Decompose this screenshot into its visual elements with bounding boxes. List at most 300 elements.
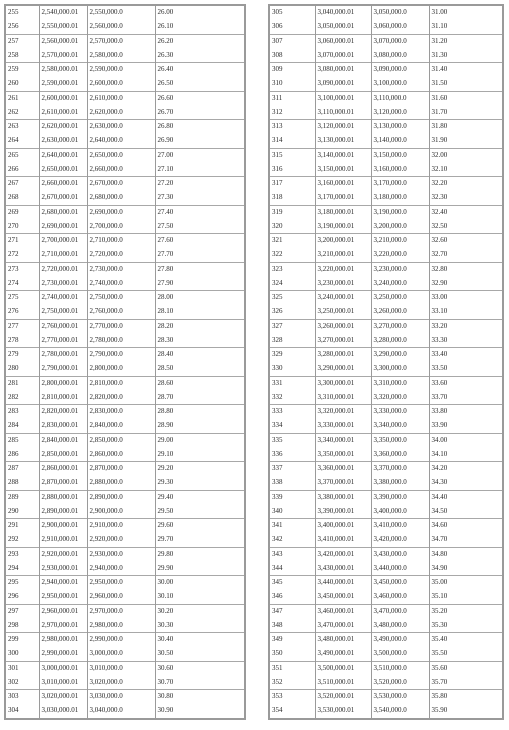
rate-cell: 27.90	[155, 276, 245, 290]
upper-bound-cell: 3,300,000.0	[371, 362, 429, 376]
table-row	[269, 647, 503, 661]
row-number-cell: 324	[269, 276, 315, 290]
lower-bound-cell: 3,440,000.01	[315, 576, 371, 590]
row-number-cell: 272	[5, 248, 39, 262]
upper-bound-cell: 2,950,000.0	[87, 576, 155, 590]
row-number-cell: 321	[269, 234, 315, 248]
row-number-cell: 351	[269, 661, 315, 675]
lower-bound-cell: 2,820,000.01	[39, 405, 87, 419]
table-row	[269, 291, 503, 305]
table-row	[5, 590, 245, 604]
table-row	[5, 661, 245, 675]
lower-bound-cell: 3,350,000.01	[315, 447, 371, 461]
upper-bound-cell: 3,060,000.0	[371, 20, 429, 34]
upper-bound-cell: 3,490,000.0	[371, 633, 429, 647]
table-row	[269, 134, 503, 148]
table-row	[269, 63, 503, 77]
upper-bound-cell: 2,720,000.0	[87, 248, 155, 262]
table-row	[5, 191, 245, 205]
lower-bound-cell: 2,640,000.01	[39, 148, 87, 162]
lower-bound-cell: 3,430,000.01	[315, 561, 371, 575]
lower-bound-cell: 2,560,000.01	[39, 34, 87, 48]
lower-bound-cell: 3,000,000.01	[39, 661, 87, 675]
rate-cell: 33.90	[429, 419, 503, 433]
upper-bound-cell: 2,700,000.0	[87, 219, 155, 233]
row-number-cell: 274	[5, 276, 39, 290]
upper-bound-cell: 3,340,000.0	[371, 419, 429, 433]
rate-cell: 35.30	[429, 618, 503, 632]
row-number-cell: 329	[269, 348, 315, 362]
upper-bound-cell: 2,870,000.0	[87, 462, 155, 476]
table-row	[5, 205, 245, 219]
upper-bound-cell: 3,140,000.0	[371, 134, 429, 148]
row-number-cell: 293	[5, 547, 39, 561]
upper-bound-cell: 3,540,000.0	[371, 704, 429, 719]
rate-cell: 33.70	[429, 390, 503, 404]
row-number-cell: 334	[269, 419, 315, 433]
upper-bound-cell: 2,850,000.0	[87, 433, 155, 447]
table-row	[5, 262, 245, 276]
lower-bound-cell: 3,250,000.01	[315, 305, 371, 319]
row-number-cell: 281	[5, 376, 39, 390]
table-row	[5, 690, 245, 704]
upper-bound-cell: 3,180,000.0	[371, 191, 429, 205]
row-number-cell: 305	[269, 5, 315, 20]
rate-cell: 31.90	[429, 134, 503, 148]
row-number-cell: 318	[269, 191, 315, 205]
table-row	[5, 276, 245, 290]
rate-cell: 27.50	[155, 219, 245, 233]
lower-bound-cell: 3,520,000.01	[315, 690, 371, 704]
lower-bound-cell: 3,220,000.01	[315, 262, 371, 276]
row-number-cell: 287	[5, 462, 39, 476]
row-number-cell: 312	[269, 105, 315, 119]
rate-cell: 31.00	[429, 5, 503, 20]
row-number-cell: 290	[5, 504, 39, 518]
row-number-cell: 276	[5, 305, 39, 319]
table-row	[269, 490, 503, 504]
row-number-cell: 347	[269, 604, 315, 618]
row-number-cell: 300	[5, 647, 39, 661]
rate-cell: 28.90	[155, 419, 245, 433]
upper-bound-cell: 2,960,000.0	[87, 590, 155, 604]
upper-bound-cell: 3,070,000.0	[371, 34, 429, 48]
rate-cell: 35.40	[429, 633, 503, 647]
rate-cell: 29.00	[155, 433, 245, 447]
rate-cell: 26.20	[155, 34, 245, 48]
rate-cell: 35.90	[429, 704, 503, 719]
lower-bound-cell: 2,930,000.01	[39, 561, 87, 575]
lower-bound-cell: 2,680,000.01	[39, 205, 87, 219]
upper-bound-cell: 3,020,000.0	[87, 675, 155, 689]
lower-bound-cell: 3,020,000.01	[39, 690, 87, 704]
lower-bound-cell: 3,230,000.01	[315, 276, 371, 290]
row-number-cell: 335	[269, 433, 315, 447]
upper-bound-cell: 2,680,000.0	[87, 191, 155, 205]
upper-bound-cell: 2,930,000.0	[87, 547, 155, 561]
lower-bound-cell: 3,390,000.01	[315, 504, 371, 518]
table-row	[5, 20, 245, 34]
upper-bound-cell: 2,830,000.0	[87, 405, 155, 419]
row-number-cell: 336	[269, 447, 315, 461]
upper-bound-cell: 3,380,000.0	[371, 476, 429, 490]
lower-bound-cell: 2,710,000.01	[39, 248, 87, 262]
rate-cell: 27.80	[155, 262, 245, 276]
lower-bound-cell: 2,970,000.01	[39, 618, 87, 632]
rate-cell: 26.90	[155, 134, 245, 148]
table-row	[5, 234, 245, 248]
upper-bound-cell: 2,630,000.0	[87, 120, 155, 134]
table-row	[5, 219, 245, 233]
rate-cell: 29.30	[155, 476, 245, 490]
lower-bound-cell: 2,790,000.01	[39, 362, 87, 376]
row-number-cell: 308	[269, 48, 315, 62]
row-number-cell: 316	[269, 162, 315, 176]
lower-bound-cell: 3,310,000.01	[315, 390, 371, 404]
lower-bound-cell: 2,850,000.01	[39, 447, 87, 461]
lower-bound-cell: 2,580,000.01	[39, 63, 87, 77]
lower-bound-cell: 3,070,000.01	[315, 48, 371, 62]
lower-bound-cell: 3,110,000.01	[315, 105, 371, 119]
lower-bound-cell: 2,570,000.01	[39, 48, 87, 62]
table-row	[269, 462, 503, 476]
rate-table-right-body	[269, 5, 503, 719]
upper-bound-cell: 2,820,000.0	[87, 390, 155, 404]
table-row	[5, 148, 245, 162]
row-number-cell: 295	[5, 576, 39, 590]
rate-cell: 29.40	[155, 490, 245, 504]
rate-cell: 28.00	[155, 291, 245, 305]
upper-bound-cell: 3,040,000.0	[87, 704, 155, 719]
row-number-cell: 310	[269, 77, 315, 91]
table-row	[269, 120, 503, 134]
upper-bound-cell: 3,360,000.0	[371, 447, 429, 461]
rate-cell: 33.60	[429, 376, 503, 390]
lower-bound-cell: 3,380,000.01	[315, 490, 371, 504]
lower-bound-cell: 2,860,000.01	[39, 462, 87, 476]
upper-bound-cell: 3,350,000.0	[371, 433, 429, 447]
lower-bound-cell: 3,080,000.01	[315, 63, 371, 77]
rate-cell: 35.70	[429, 675, 503, 689]
rate-cell: 29.10	[155, 447, 245, 461]
table-row	[269, 476, 503, 490]
table-row	[269, 348, 503, 362]
upper-bound-cell: 3,150,000.0	[371, 148, 429, 162]
lower-bound-cell: 3,460,000.01	[315, 604, 371, 618]
upper-bound-cell: 2,970,000.0	[87, 604, 155, 618]
row-number-cell: 273	[5, 262, 39, 276]
lower-bound-cell: 3,300,000.01	[315, 376, 371, 390]
upper-bound-cell: 2,900,000.0	[87, 504, 155, 518]
row-number-cell: 291	[5, 519, 39, 533]
lower-bound-cell: 3,150,000.01	[315, 162, 371, 176]
table-row	[5, 333, 245, 347]
row-number-cell: 265	[5, 148, 39, 162]
upper-bound-cell: 3,080,000.0	[371, 48, 429, 62]
row-number-cell: 331	[269, 376, 315, 390]
rate-cell: 35.10	[429, 590, 503, 604]
row-number-cell: 339	[269, 490, 315, 504]
lower-bound-cell: 2,670,000.01	[39, 191, 87, 205]
row-number-cell: 345	[269, 576, 315, 590]
upper-bound-cell: 2,990,000.0	[87, 633, 155, 647]
row-number-cell: 311	[269, 91, 315, 105]
upper-bound-cell: 3,010,000.0	[87, 661, 155, 675]
table-row	[269, 91, 503, 105]
upper-bound-cell: 2,710,000.0	[87, 234, 155, 248]
rate-cell: 34.50	[429, 504, 503, 518]
upper-bound-cell: 3,480,000.0	[371, 618, 429, 632]
rate-cell: 35.20	[429, 604, 503, 618]
row-number-cell: 332	[269, 390, 315, 404]
rate-cell: 33.10	[429, 305, 503, 319]
rate-cell: 27.60	[155, 234, 245, 248]
row-number-cell: 294	[5, 561, 39, 575]
upper-bound-cell: 2,660,000.0	[87, 162, 155, 176]
table-row	[269, 419, 503, 433]
table-row	[5, 633, 245, 647]
lower-bound-cell: 2,770,000.01	[39, 333, 87, 347]
lower-bound-cell: 3,210,000.01	[315, 248, 371, 262]
table-row	[269, 447, 503, 461]
table-row	[5, 63, 245, 77]
table-row	[269, 405, 503, 419]
rate-cell: 35.60	[429, 661, 503, 675]
lower-bound-cell: 3,360,000.01	[315, 462, 371, 476]
row-number-cell: 317	[269, 177, 315, 191]
lower-bound-cell: 2,830,000.01	[39, 419, 87, 433]
table-row	[269, 248, 503, 262]
upper-bound-cell: 3,260,000.0	[371, 305, 429, 319]
lower-bound-cell: 3,040,000.01	[315, 5, 371, 20]
table-row	[269, 661, 503, 675]
table-row	[5, 362, 245, 376]
rate-cell: 34.30	[429, 476, 503, 490]
rate-table-left-body	[5, 5, 245, 719]
row-number-cell: 280	[5, 362, 39, 376]
row-number-cell: 302	[5, 675, 39, 689]
row-number-cell: 266	[5, 162, 39, 176]
table-row	[5, 490, 245, 504]
row-number-cell: 342	[269, 533, 315, 547]
table-row	[5, 305, 245, 319]
upper-bound-cell: 3,310,000.0	[371, 376, 429, 390]
row-number-cell: 264	[5, 134, 39, 148]
table-row	[269, 219, 503, 233]
lower-bound-cell: 2,870,000.01	[39, 476, 87, 490]
rate-cell: 32.90	[429, 276, 503, 290]
row-number-cell: 319	[269, 205, 315, 219]
upper-bound-cell: 3,230,000.0	[371, 262, 429, 276]
table-row	[269, 590, 503, 604]
row-number-cell: 325	[269, 291, 315, 305]
lower-bound-cell: 3,320,000.01	[315, 405, 371, 419]
table-row	[269, 319, 503, 333]
upper-bound-cell: 3,510,000.0	[371, 661, 429, 675]
lower-bound-cell: 3,420,000.01	[315, 547, 371, 561]
rate-table-right	[268, 4, 504, 720]
row-number-cell: 282	[5, 390, 39, 404]
table-row	[269, 576, 503, 590]
upper-bound-cell: 3,520,000.0	[371, 675, 429, 689]
rate-cell: 27.00	[155, 148, 245, 162]
rate-cell: 31.40	[429, 63, 503, 77]
row-number-cell: 260	[5, 77, 39, 91]
upper-bound-cell: 3,390,000.0	[371, 490, 429, 504]
rate-cell: 31.50	[429, 77, 503, 91]
upper-bound-cell: 3,240,000.0	[371, 276, 429, 290]
table-row	[5, 77, 245, 91]
rate-cell: 27.40	[155, 205, 245, 219]
upper-bound-cell: 2,620,000.0	[87, 105, 155, 119]
upper-bound-cell: 3,110,000.0	[371, 91, 429, 105]
rate-cell: 26.70	[155, 105, 245, 119]
rate-cell: 31.70	[429, 105, 503, 119]
upper-bound-cell: 3,460,000.0	[371, 590, 429, 604]
lower-bound-cell: 2,890,000.01	[39, 504, 87, 518]
lower-bound-cell: 3,170,000.01	[315, 191, 371, 205]
upper-bound-cell: 3,190,000.0	[371, 205, 429, 219]
table-row	[5, 618, 245, 632]
upper-bound-cell: 2,750,000.0	[87, 291, 155, 305]
lower-bound-cell: 3,490,000.01	[315, 647, 371, 661]
rate-cell: 34.90	[429, 561, 503, 575]
lower-bound-cell: 3,180,000.01	[315, 205, 371, 219]
lower-bound-cell: 3,280,000.01	[315, 348, 371, 362]
table-row	[5, 504, 245, 518]
table-row	[5, 162, 245, 176]
row-number-cell: 267	[5, 177, 39, 191]
rate-cell: 26.80	[155, 120, 245, 134]
rate-cell: 34.70	[429, 533, 503, 547]
table-row	[269, 77, 503, 91]
table-row	[269, 162, 503, 176]
row-number-cell: 328	[269, 333, 315, 347]
rate-cell: 32.00	[429, 148, 503, 162]
upper-bound-cell: 3,320,000.0	[371, 390, 429, 404]
row-number-cell: 306	[269, 20, 315, 34]
rate-cell: 28.40	[155, 348, 245, 362]
table-row	[5, 519, 245, 533]
rate-cell: 30.70	[155, 675, 245, 689]
lower-bound-cell: 3,030,000.01	[39, 704, 87, 719]
table-row	[5, 704, 245, 719]
upper-bound-cell: 3,200,000.0	[371, 219, 429, 233]
row-number-cell: 349	[269, 633, 315, 647]
table-row	[269, 262, 503, 276]
upper-bound-cell: 2,780,000.0	[87, 333, 155, 347]
table-row	[269, 48, 503, 62]
rate-cell: 30.80	[155, 690, 245, 704]
table-row	[5, 447, 245, 461]
upper-bound-cell: 3,420,000.0	[371, 533, 429, 547]
row-number-cell: 327	[269, 319, 315, 333]
table-row	[269, 5, 503, 20]
rate-cell: 30.40	[155, 633, 245, 647]
lower-bound-cell: 2,950,000.01	[39, 590, 87, 604]
table-row	[269, 390, 503, 404]
upper-bound-cell: 2,890,000.0	[87, 490, 155, 504]
upper-bound-cell: 3,170,000.0	[371, 177, 429, 191]
rate-cell: 31.60	[429, 91, 503, 105]
rate-cell: 34.10	[429, 447, 503, 461]
row-number-cell: 322	[269, 248, 315, 262]
table-row	[5, 5, 245, 20]
table-row	[269, 276, 503, 290]
upper-bound-cell: 2,670,000.0	[87, 177, 155, 191]
table-row	[269, 504, 503, 518]
lower-bound-cell: 3,090,000.01	[315, 77, 371, 91]
table-row	[5, 405, 245, 419]
row-number-cell: 289	[5, 490, 39, 504]
row-number-cell: 259	[5, 63, 39, 77]
lower-bound-cell: 2,760,000.01	[39, 319, 87, 333]
lower-bound-cell: 3,060,000.01	[315, 34, 371, 48]
row-number-cell: 326	[269, 305, 315, 319]
upper-bound-cell: 2,590,000.0	[87, 63, 155, 77]
upper-bound-cell: 3,130,000.0	[371, 120, 429, 134]
upper-bound-cell: 2,770,000.0	[87, 319, 155, 333]
table-row	[269, 376, 503, 390]
lower-bound-cell: 3,530,000.01	[315, 704, 371, 719]
row-number-cell: 340	[269, 504, 315, 518]
lower-bound-cell: 3,370,000.01	[315, 476, 371, 490]
rate-cell: 31.20	[429, 34, 503, 48]
upper-bound-cell: 2,730,000.0	[87, 262, 155, 276]
lower-bound-cell: 3,140,000.01	[315, 148, 371, 162]
row-number-cell: 263	[5, 120, 39, 134]
row-number-cell: 283	[5, 405, 39, 419]
row-number-cell: 296	[5, 590, 39, 604]
table-row	[5, 291, 245, 305]
rate-cell: 34.80	[429, 547, 503, 561]
rate-cell: 30.20	[155, 604, 245, 618]
row-number-cell: 313	[269, 120, 315, 134]
row-number-cell: 343	[269, 547, 315, 561]
table-row	[5, 561, 245, 575]
row-number-cell: 337	[269, 462, 315, 476]
upper-bound-cell: 2,760,000.0	[87, 305, 155, 319]
table-row	[269, 604, 503, 618]
upper-bound-cell: 3,030,000.0	[87, 690, 155, 704]
row-number-cell: 323	[269, 262, 315, 276]
lower-bound-cell: 2,780,000.01	[39, 348, 87, 362]
rate-cell: 30.50	[155, 647, 245, 661]
row-number-cell: 314	[269, 134, 315, 148]
rate-cell: 31.30	[429, 48, 503, 62]
rate-cell: 28.20	[155, 319, 245, 333]
table-row	[269, 561, 503, 575]
table-row	[269, 690, 503, 704]
upper-bound-cell: 3,000,000.0	[87, 647, 155, 661]
rate-cell: 26.50	[155, 77, 245, 91]
row-number-cell: 341	[269, 519, 315, 533]
table-row	[269, 105, 503, 119]
row-number-cell: 278	[5, 333, 39, 347]
row-number-cell: 286	[5, 447, 39, 461]
lower-bound-cell: 2,940,000.01	[39, 576, 87, 590]
upper-bound-cell: 2,690,000.0	[87, 205, 155, 219]
lower-bound-cell: 2,810,000.01	[39, 390, 87, 404]
rate-cell: 32.20	[429, 177, 503, 191]
rate-cell: 28.70	[155, 390, 245, 404]
rate-cell: 27.20	[155, 177, 245, 191]
rate-cell: 30.90	[155, 704, 245, 719]
row-number-cell: 292	[5, 533, 39, 547]
upper-bound-cell: 3,470,000.0	[371, 604, 429, 618]
row-number-cell: 299	[5, 633, 39, 647]
lower-bound-cell: 3,270,000.01	[315, 333, 371, 347]
